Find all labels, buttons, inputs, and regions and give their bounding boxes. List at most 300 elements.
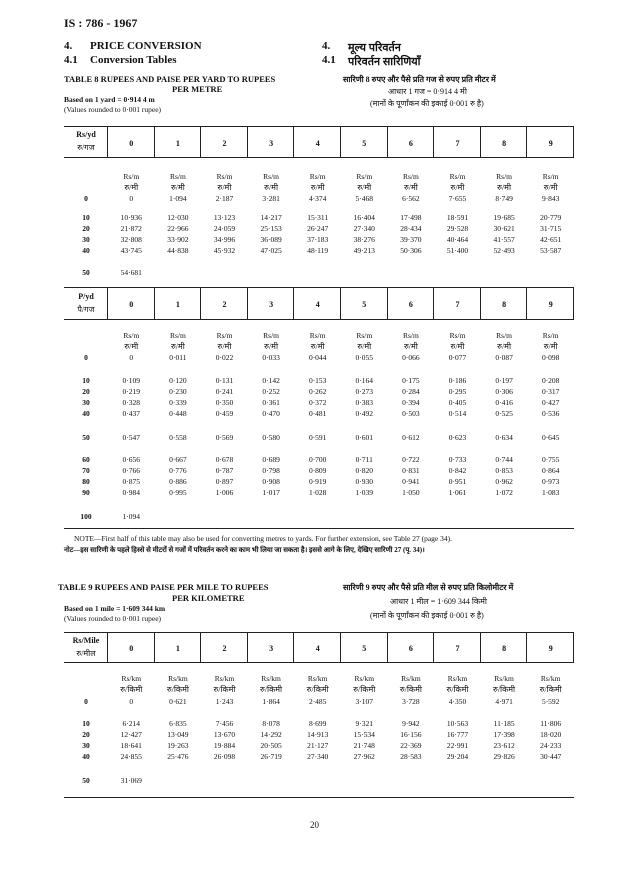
table-cell: 0·295	[448, 387, 467, 396]
table-cell: 1·039	[355, 488, 374, 497]
unit-label-hindi: रु/मी	[170, 342, 185, 351]
table8-bottom-rule	[64, 528, 574, 529]
section-number: 4.	[64, 40, 73, 52]
table9-corner: Rs/Mile	[72, 636, 100, 645]
table-cell: 20·779	[540, 213, 562, 222]
column-header: 3	[269, 300, 274, 309]
table-cell: 1·072	[495, 488, 513, 497]
table-cell: 34·996	[213, 235, 236, 244]
unit-label: Rs/km	[214, 674, 235, 683]
row-label: 30	[82, 741, 90, 750]
column-header: 2	[222, 139, 227, 148]
table-cell: 0·766	[122, 466, 141, 475]
row-label: 0	[84, 353, 88, 362]
unit-label: Rs/m	[449, 172, 466, 181]
unit-label: Rs/m	[309, 331, 326, 340]
table-cell: 24·233	[540, 741, 562, 750]
table-cell: 31·715	[540, 224, 562, 233]
unit-label: Rs/km	[401, 674, 421, 683]
unit-label-hindi: रु/मी	[450, 183, 465, 192]
subsection-title: Conversion Tables	[90, 54, 177, 66]
unit-label-hindi: रु/मी	[217, 183, 232, 192]
row-label: 30	[82, 398, 90, 407]
table9-caption-line2: PER KILOMETRE	[172, 593, 245, 603]
unit-label-hindi: रु/मी	[357, 183, 372, 192]
column-header: 7	[455, 139, 460, 148]
table8-basis-hindi: आधार 1 गज = 0·914 4 मी	[388, 87, 467, 96]
table-cell: 0·241	[215, 387, 234, 396]
subsection-title-hindi: परिवर्तन सारिणियाँ	[348, 56, 421, 68]
table8-top-rule	[64, 126, 574, 127]
table-cell: 0·919	[308, 477, 327, 486]
table-cell: 40·464	[446, 235, 469, 244]
table-cell: 0·350	[215, 398, 234, 407]
table-cell: 0·328	[122, 398, 141, 407]
unit-label: Rs/m	[169, 172, 186, 181]
table-cell: 8·078	[262, 719, 280, 728]
table-cell: 0·842	[448, 466, 467, 475]
table-cell: 54·681	[120, 268, 142, 277]
unit-label-hindi: रु/मी	[497, 342, 512, 351]
table8-caption-hindi: सारिणी 8 रुपए और पैसे प्रति गज से रुपए प्रति मीटर में	[343, 75, 496, 84]
table-cell: 0·142	[262, 376, 280, 385]
table-cell: 0·908	[262, 477, 280, 486]
unit-label: Rs/m	[496, 172, 513, 181]
unit-label: Rs/m	[263, 331, 280, 340]
unit-label-hindi: रु/किमी	[539, 685, 562, 694]
table9-bottom-rule	[64, 797, 574, 798]
unit-label: Rs/m	[309, 172, 326, 181]
table-cell: 0·722	[402, 455, 420, 464]
table-cell: 14·292	[260, 730, 282, 739]
table-cell: 26·719	[260, 752, 282, 761]
table-cell: 0·459	[215, 409, 234, 418]
table9-header-rule	[64, 662, 574, 663]
table8-part2-corner-hindi: पै/गज	[77, 305, 95, 314]
unit-label-hindi: रु/मी	[264, 342, 279, 351]
table-cell: 0·208	[541, 376, 560, 385]
table-cell: 27·340	[353, 224, 375, 233]
unit-label-hindi: रु/मी	[124, 342, 139, 351]
table-cell: 0·317	[541, 387, 560, 396]
row-label: 10	[82, 213, 90, 222]
table-cell: 0·273	[355, 387, 374, 396]
table-cell: 0·252	[262, 387, 280, 396]
table-cell: 24·855	[120, 752, 142, 761]
unit-label-hindi: रु/मी	[403, 183, 418, 192]
table-cell: 0·591	[308, 433, 327, 442]
section-number-hindi: 4.	[322, 40, 331, 52]
table-cell: 0·678	[215, 455, 234, 464]
table-cell: 0·470	[262, 409, 280, 418]
table-cell: 0·077	[448, 353, 467, 362]
subsection-number-hindi: 4.1	[322, 54, 336, 66]
table-cell: 6·214	[122, 719, 141, 728]
table-cell: 0·623	[448, 433, 467, 442]
table-cell: 29·528	[446, 224, 469, 233]
table-cell: 0·930	[355, 477, 374, 486]
table-cell: 0·689	[262, 455, 280, 464]
column-header: 7	[455, 300, 460, 309]
unit-label: Rs/km	[261, 674, 281, 683]
table-cell: 0·372	[308, 398, 327, 407]
table-cell: 0·580	[262, 433, 280, 442]
column-header: 5	[362, 139, 367, 148]
table-cell: 12·030	[167, 213, 189, 222]
table-cell: 8·699	[308, 719, 327, 728]
column-header: 4	[315, 644, 320, 653]
table8-rounding: (Values rounded to 0·001 rupee)	[64, 105, 162, 114]
table-cell: 7·456	[215, 719, 234, 728]
table-cell: 27·340	[307, 752, 329, 761]
table-cell: 33·902	[167, 235, 189, 244]
row-label: 0	[84, 697, 88, 706]
table-cell: 0·995	[169, 488, 187, 497]
table-cell: 21·127	[307, 741, 329, 750]
row-label: 40	[82, 246, 90, 255]
table-cell: 0·503	[402, 409, 420, 418]
unit-label: Rs/km	[540, 674, 561, 683]
table-cell: 0·153	[308, 376, 327, 385]
table-cell: 0	[129, 353, 134, 362]
table-cell: 0·897	[215, 477, 234, 486]
table-cell: 0·755	[541, 455, 560, 464]
table-cell: 16·156	[400, 730, 422, 739]
table-cell: 51·400	[446, 246, 469, 255]
table-cell: 0·700	[308, 455, 327, 464]
table-cell: 1·017	[262, 488, 280, 497]
unit-label: Rs/m	[169, 331, 186, 340]
unit-label: Rs/m	[542, 172, 559, 181]
table-cell: 30·621	[493, 224, 515, 233]
table-cell: 4·971	[495, 697, 513, 706]
table-cell: 0·186	[448, 376, 467, 385]
table-cell: 10·563	[446, 719, 469, 728]
table9-rounding: (Values rounded to 0·001 rupee)	[64, 614, 162, 623]
column-header: 6	[408, 644, 413, 653]
table-cell: 0·744	[495, 455, 513, 464]
table-cell: 2·485	[308, 697, 327, 706]
table-cell: 19·884	[213, 741, 236, 750]
row-label: 70	[82, 466, 90, 475]
row-label: 30	[82, 235, 90, 244]
column-header: 4	[315, 300, 320, 309]
section-title: PRICE CONVERSION	[90, 40, 202, 52]
table-cell: 19·263	[167, 741, 189, 750]
table-cell: 29·204	[446, 752, 469, 761]
table-cell: 47·025	[260, 246, 282, 255]
unit-label: Rs/m	[402, 331, 419, 340]
table-cell: 1·006	[215, 488, 234, 497]
table-cell: 18·591	[446, 213, 469, 222]
table-cell: 0·798	[262, 466, 280, 475]
table-cell: 0·262	[308, 387, 327, 396]
table8-caption: TABLE 8 RUPEES AND PAISE PER YARD TO RUPEES	[64, 74, 276, 84]
table8-note: NOTE—First half of this table may also be used for converting metres to yards. For further extension, see Table 27 (page 34).	[74, 534, 452, 543]
unit-label-hindi: रु/मी	[357, 342, 372, 351]
column-header: 2	[222, 300, 227, 309]
unit-label-hindi: रु/किमी	[120, 685, 143, 694]
column-header: 6	[408, 139, 413, 148]
column-header: 9	[548, 300, 553, 309]
table-cell: 0·098	[541, 353, 560, 362]
column-header: 4	[315, 139, 320, 148]
table-cell: 1·094	[122, 512, 141, 521]
table-cell: 36·089	[260, 235, 282, 244]
row-label: 50	[82, 268, 90, 277]
unit-label: Rs/m	[263, 172, 280, 181]
table-cell: 0·886	[169, 477, 187, 486]
table-cell: 26·247	[307, 224, 329, 233]
column-header: 8	[502, 644, 507, 653]
table-cell: 0·120	[169, 376, 187, 385]
table-cell: 6·562	[402, 194, 420, 203]
row-label: 20	[82, 730, 90, 739]
unit-label: Rs/m	[356, 331, 373, 340]
table-cell: 16·404	[353, 213, 375, 222]
table-cell: 1·094	[169, 194, 187, 203]
unit-label-hindi: रु/मी	[450, 342, 465, 351]
table-cell: 0·022	[215, 353, 234, 362]
table-cell: 9·321	[355, 719, 374, 728]
table-cell: 0·055	[355, 353, 374, 362]
table-cell: 38·276	[353, 235, 375, 244]
table-cell: 4·374	[308, 194, 327, 203]
row-label: 50	[82, 433, 90, 442]
table-cell: 37·183	[307, 235, 329, 244]
subsection-number: 4.1	[64, 54, 78, 66]
row-label: 20	[82, 224, 90, 233]
row-label: 100	[80, 512, 92, 521]
unit-label-hindi: रु/मी	[170, 183, 185, 192]
table-cell: 19·685	[493, 213, 515, 222]
table-cell: 22·966	[167, 224, 189, 233]
table8-part1-corner-hindi: रु/गज	[77, 143, 95, 152]
table-cell: 0·405	[448, 398, 467, 407]
table-cell: 30·447	[540, 752, 562, 761]
column-header: 3	[269, 644, 274, 653]
table-cell: 41·557	[493, 235, 515, 244]
table-cell: 22·991	[446, 741, 469, 750]
table-cell: 0·481	[308, 409, 327, 418]
column-header: 1	[175, 300, 180, 309]
table-cell: 45·932	[213, 246, 236, 255]
table-cell: 0·645	[541, 433, 560, 442]
table-cell: 0·809	[308, 466, 327, 475]
table-cell: 18·020	[540, 730, 562, 739]
unit-label: Rs/m	[402, 172, 419, 181]
row-label: 20	[82, 387, 90, 396]
table-cell: 0·711	[355, 455, 373, 464]
table-cell: 28·583	[400, 752, 422, 761]
unit-label: Rs/m	[216, 172, 233, 181]
table-cell: 0·230	[169, 387, 187, 396]
table-cell: 0·787	[215, 466, 234, 475]
table-cell: 14·217	[260, 213, 282, 222]
table-cell: 24·059	[213, 224, 236, 233]
table-cell: 0	[129, 194, 134, 203]
unit-label: Rs/m	[123, 331, 140, 340]
unit-label-hindi: रु/मी	[264, 183, 279, 192]
column-header: 1	[175, 139, 180, 148]
unit-label-hindi: रु/मी	[403, 342, 418, 351]
column-header: 5	[362, 644, 367, 653]
table-cell: 1·028	[308, 488, 327, 497]
table-cell: 9·942	[402, 719, 420, 728]
unit-label: Rs/m	[216, 331, 233, 340]
unit-label: Rs/m	[496, 331, 513, 340]
row-label: 10	[82, 719, 90, 728]
table-cell: 13·670	[213, 730, 236, 739]
table-cell: 6·835	[169, 719, 187, 728]
unit-label: Rs/m	[356, 172, 373, 181]
table-cell: 0·853	[495, 466, 513, 475]
table-cell: 53·587	[540, 246, 562, 255]
unit-label: Rs/km	[307, 674, 328, 683]
unit-label: Rs/m	[542, 331, 559, 340]
row-label: 80	[82, 477, 90, 486]
table-cell: 0·361	[262, 398, 280, 407]
table-cell: 0·973	[541, 477, 560, 486]
table-cell: 15·534	[353, 730, 375, 739]
table8-header2-rule	[64, 319, 574, 320]
table-cell: 4·350	[448, 697, 467, 706]
table-cell: 14·913	[307, 730, 329, 739]
table-cell: 0	[129, 697, 134, 706]
table-cell: 44·838	[167, 246, 189, 255]
unit-label-hindi: रु/मी	[217, 342, 232, 351]
table-cell: 0·621	[169, 697, 187, 706]
row-label: 90	[82, 488, 90, 497]
table-cell: 0·066	[402, 353, 420, 362]
table-cell: 31·069	[120, 776, 142, 785]
table9-top-rule	[64, 632, 574, 633]
table9-caption: TABLE 9 RUPEES AND PAISE PER MILE TO RUPEES	[58, 582, 269, 592]
row-label: 10	[82, 376, 90, 385]
unit-label-hindi: रु/किमी	[493, 685, 516, 694]
table-cell: 25·153	[260, 224, 282, 233]
table-cell: 0·864	[541, 466, 560, 475]
table8-part2-corner: P/yd	[78, 292, 94, 301]
table8-caption-line2: PER METRE	[172, 84, 223, 94]
table-cell: 0·394	[402, 398, 420, 407]
column-header: 0	[129, 300, 134, 309]
table-cell: 0·131	[215, 376, 234, 385]
table-cell: 52·493	[493, 246, 515, 255]
table-cell: 0·525	[495, 409, 513, 418]
table-cell: 48·119	[307, 246, 329, 255]
table-cell: 0·164	[355, 376, 374, 385]
table-cell: 0·776	[169, 466, 187, 475]
table-cell: 10·936	[120, 213, 142, 222]
table8-part1-corner: Rs/yd	[76, 130, 96, 139]
row-label: 60	[82, 455, 90, 464]
table-cell: 0·733	[448, 455, 467, 464]
table-cell: 0·011	[169, 353, 187, 362]
table-cell: 0·383	[355, 398, 374, 407]
unit-label: Rs/m	[123, 172, 140, 181]
table-cell: 0·416	[495, 398, 513, 407]
unit-label-hindi: रु/किमी	[213, 685, 236, 694]
section-title-hindi: मूल्य परिवर्तन	[348, 42, 401, 54]
row-label: 50	[82, 776, 90, 785]
table-cell: 29·826	[493, 752, 515, 761]
table9-basis-hindi: आधार 1 मील = 1·609 344 किमी	[390, 597, 487, 606]
table-cell: 0·219	[122, 387, 141, 396]
table-cell: 0·306	[495, 387, 513, 396]
table-cell: 0·175	[402, 376, 420, 385]
column-header: 6	[408, 300, 413, 309]
table-cell: 0·437	[122, 409, 141, 418]
table-cell: 0·941	[402, 477, 420, 486]
column-header: 8	[502, 139, 507, 148]
unit-label-hindi: रु/मी	[497, 183, 512, 192]
unit-label: Rs/m	[449, 331, 466, 340]
table-cell: 11·185	[493, 719, 515, 728]
table-cell: 0·820	[355, 466, 374, 475]
table-cell: 32·808	[120, 235, 142, 244]
table-cell: 23·612	[493, 741, 515, 750]
column-header: 5	[362, 300, 367, 309]
table-cell: 0·514	[448, 409, 467, 418]
table-cell: 49·213	[353, 246, 375, 255]
row-label: 40	[82, 409, 90, 418]
unit-label-hindi: रु/किमी	[306, 685, 329, 694]
table-cell: 7·655	[448, 194, 467, 203]
column-header: 8	[502, 300, 507, 309]
unit-label: Rs/km	[354, 674, 375, 683]
table8-mid-rule	[64, 287, 574, 288]
table-cell: 13·123	[213, 213, 236, 222]
table-cell: 5·592	[541, 697, 560, 706]
unit-label-hindi: रु/किमी	[353, 685, 376, 694]
table-cell: 0·558	[169, 433, 187, 442]
table8-basis: Based on 1 yard = 0·914 4 m	[64, 95, 155, 104]
unit-label-hindi: रु/किमी	[446, 685, 469, 694]
table-cell: 9·843	[541, 194, 560, 203]
table-cell: 0·569	[215, 433, 234, 442]
table-cell: 0·875	[122, 477, 141, 486]
table-cell: 8·749	[495, 194, 513, 203]
table-cell: 0·612	[402, 433, 420, 442]
table-cell: 21·872	[120, 224, 142, 233]
table-cell: 21·748	[353, 741, 375, 750]
table-cell: 0·634	[495, 433, 513, 442]
table-cell: 0·547	[122, 433, 141, 442]
table-cell: 1·864	[262, 697, 280, 706]
table-cell: 0·984	[122, 488, 141, 497]
table-cell: 0·601	[355, 433, 374, 442]
table-cell: 0·284	[402, 387, 420, 396]
column-header: 9	[548, 644, 553, 653]
table-cell: 16·777	[446, 730, 469, 739]
table-cell: 13·049	[167, 730, 189, 739]
table-cell: 17·398	[493, 730, 515, 739]
table-cell: 0·087	[495, 353, 513, 362]
unit-label: Rs/km	[494, 674, 514, 683]
table-cell: 0·962	[495, 477, 513, 486]
table8-header-rule	[64, 157, 574, 158]
column-header: 7	[455, 644, 460, 653]
table-cell: 28·434	[400, 224, 422, 233]
table9-caption-hindi: सारिणी 9 रुपए और पैसे प्रति मील से रुपए प्रति किलोमीटर में	[343, 583, 514, 592]
table-cell: 42·651	[540, 235, 562, 244]
table-cell: 0·427	[541, 398, 560, 407]
table9-basis: Based on 1 mile = 1·609 344 km	[64, 604, 166, 613]
table-cell: 25·476	[167, 752, 189, 761]
table-cell: 0·667	[169, 455, 187, 464]
column-header: 0	[129, 139, 134, 148]
